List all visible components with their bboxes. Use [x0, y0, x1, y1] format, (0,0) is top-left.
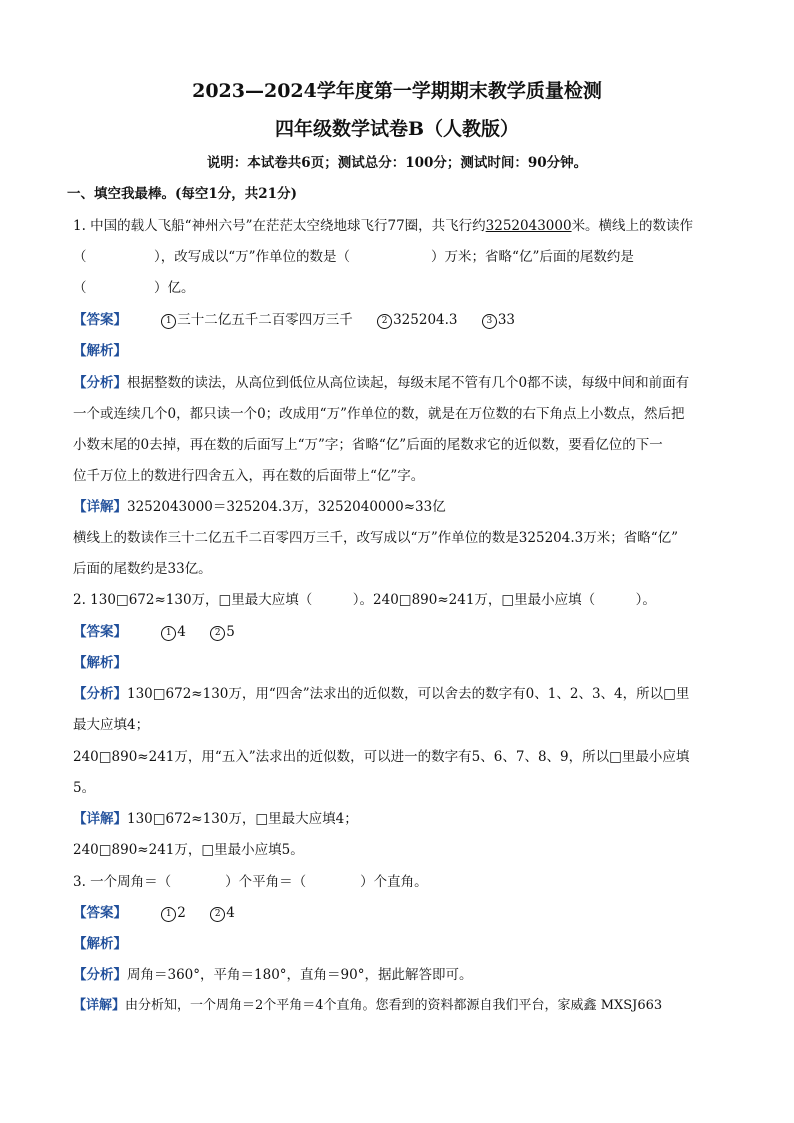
q1-jiexi-label: 【解析】: [73, 343, 127, 359]
q2-analysis-line-2: 最大应填4；: [73, 717, 150, 733]
xiangjie-label: 【详解】: [73, 811, 127, 827]
q3-answer: [73, 901, 235, 922]
fenxi-label: 【分析】: [73, 686, 127, 702]
answer-label: 【答案】: [73, 905, 127, 921]
xiangjie-label: 【详解】: [73, 998, 126, 1013]
q3-analysis-text-1: 周角＝360°，平角＝180°，直角＝90°，据此解答即可。: [127, 967, 473, 983]
q1-stem-line-3: （ ）亿。: [73, 280, 195, 296]
q2-analysis-text-1: 130□672≈130万，用“四舍”法求出的近似数，可以舍去的数字有0、1、2、3、4，所以□里: [127, 686, 690, 702]
q3-answer-1: 2: [177, 905, 186, 921]
circled-2-icon: 2: [377, 314, 392, 329]
q3-answer-2: 4: [226, 905, 235, 921]
circled-1-icon: 1: [161, 907, 176, 922]
q2-detail-line-2: 240□890≈241万，□里最小应填5。: [73, 842, 304, 858]
exam-subtitle: 四年级数学试卷B（人教版）: [274, 118, 520, 140]
circled-1-icon: 1: [161, 626, 176, 641]
answer-label: 【答案】: [73, 312, 127, 328]
fenxi-label: 【分析】: [73, 375, 127, 391]
exam-note: 说明：本试卷共6页；测试总分：100分；测试时间：90分钟。: [206, 155, 588, 171]
q1-stem-text-a: 1. 中国的载人飞船“神州六号”在茫茫太空绕地球飞行77圈，共飞行约: [73, 218, 486, 234]
section-heading: 一、填空我最棒。(每空1分，共21分): [67, 186, 297, 202]
q1-underlined-number: 3252043000: [485, 218, 572, 234]
fenxi-label: 【分析】: [73, 967, 127, 983]
q2-stem: 2. 130□672≈130万，□里最大应填（ ）。240□890≈241万，□里最小应填（ ）。: [73, 592, 656, 608]
circled-1-icon: 1: [161, 314, 176, 329]
q1-stem-line-2: （ ），改写成以“万”作单位的数是（ ）万米；省略“亿”后面的尾数约是: [73, 249, 634, 265]
circled-2-icon: 2: [210, 907, 225, 922]
q2-answer-1: 4: [177, 624, 186, 640]
q3-stem: 3. 一个周角＝（ ）个平角＝（ ）个直角。: [73, 874, 428, 890]
circled-2-icon: 2: [210, 626, 225, 641]
circled-3-icon: 3: [482, 314, 497, 329]
q2-analysis-line-3: 240□890≈241万，用“五入”法求出的近似数，可以进一的数字有5、6、7、8、9，所以□里最小应填: [73, 749, 690, 765]
exam-title: 2023—2024学年度第一学期期末教学质量检测: [192, 80, 602, 102]
q2-jiexi-label: 【解析】: [73, 655, 127, 671]
q1-answer-1: 三十二亿五千二百零四万三千: [177, 312, 353, 328]
q2-answer-2: 5: [226, 624, 235, 640]
q3-detail-text-1: 由分析知，一个周角＝2个平角＝4个直角。您看到的资料都源自我们平台，家威鑫 MXSJ663: [125, 998, 663, 1013]
q1-detail-line-1: [73, 495, 446, 515]
q1-answer-3: 33: [497, 312, 515, 328]
q2-analysis-line-1: [73, 682, 689, 702]
q2-detail-line-1: [73, 807, 358, 827]
q1-detail-text-1: 3252043000＝325204.3万，3252040000≈33亿: [127, 499, 446, 515]
q1-analysis-line-3: 小数末尾的0去掉，再在数的后面写上“万”字；省略“亿”后面的尾数求它的近似数，要看亿位的下一: [73, 437, 663, 453]
q1-stem-line-1: [73, 214, 693, 234]
q3-analysis-line-1: [73, 963, 472, 983]
q2-answer: [73, 620, 235, 641]
xiangjie-label: 【详解】: [73, 499, 127, 515]
q1-detail-line-3: 后面的尾数约是33亿。: [73, 561, 212, 577]
q1-analysis-line-2: 一个或连续几个0，都只读一个0；改成用“万”作单位的数，就是在万位数的右下角点上小数点，然后把: [73, 406, 685, 422]
q3-detail-line-1: [73, 994, 662, 1013]
q1-analysis-line-1: [73, 371, 689, 391]
q1-answer: [73, 308, 515, 329]
q2-detail-text-1: 130□672≈130万，□里最大应填4；: [127, 811, 358, 827]
q2-analysis-line-4: 5。: [73, 780, 96, 796]
q1-analysis-line-4: 位千万位上的数进行四舍五入，再在数的后面带上“亿”字。: [73, 468, 425, 484]
q1-stem-text-b: 米。横线上的数读作: [571, 218, 694, 234]
q1-answer-2: 325204.3: [393, 312, 458, 328]
q1-analysis-text-1: 根据整数的读法，从高位到低位从高位读起，每级末尾不管有几个0都不读，每级中间和前面有: [127, 375, 690, 391]
answer-label: 【答案】: [73, 624, 127, 640]
q3-jiexi-label: 【解析】: [73, 936, 127, 952]
q1-detail-line-2: 横线上的数读作三十二亿五千二百零四万三千，改写成以“万”作单位的数是325204.3万米；省略“亿”: [73, 530, 679, 546]
